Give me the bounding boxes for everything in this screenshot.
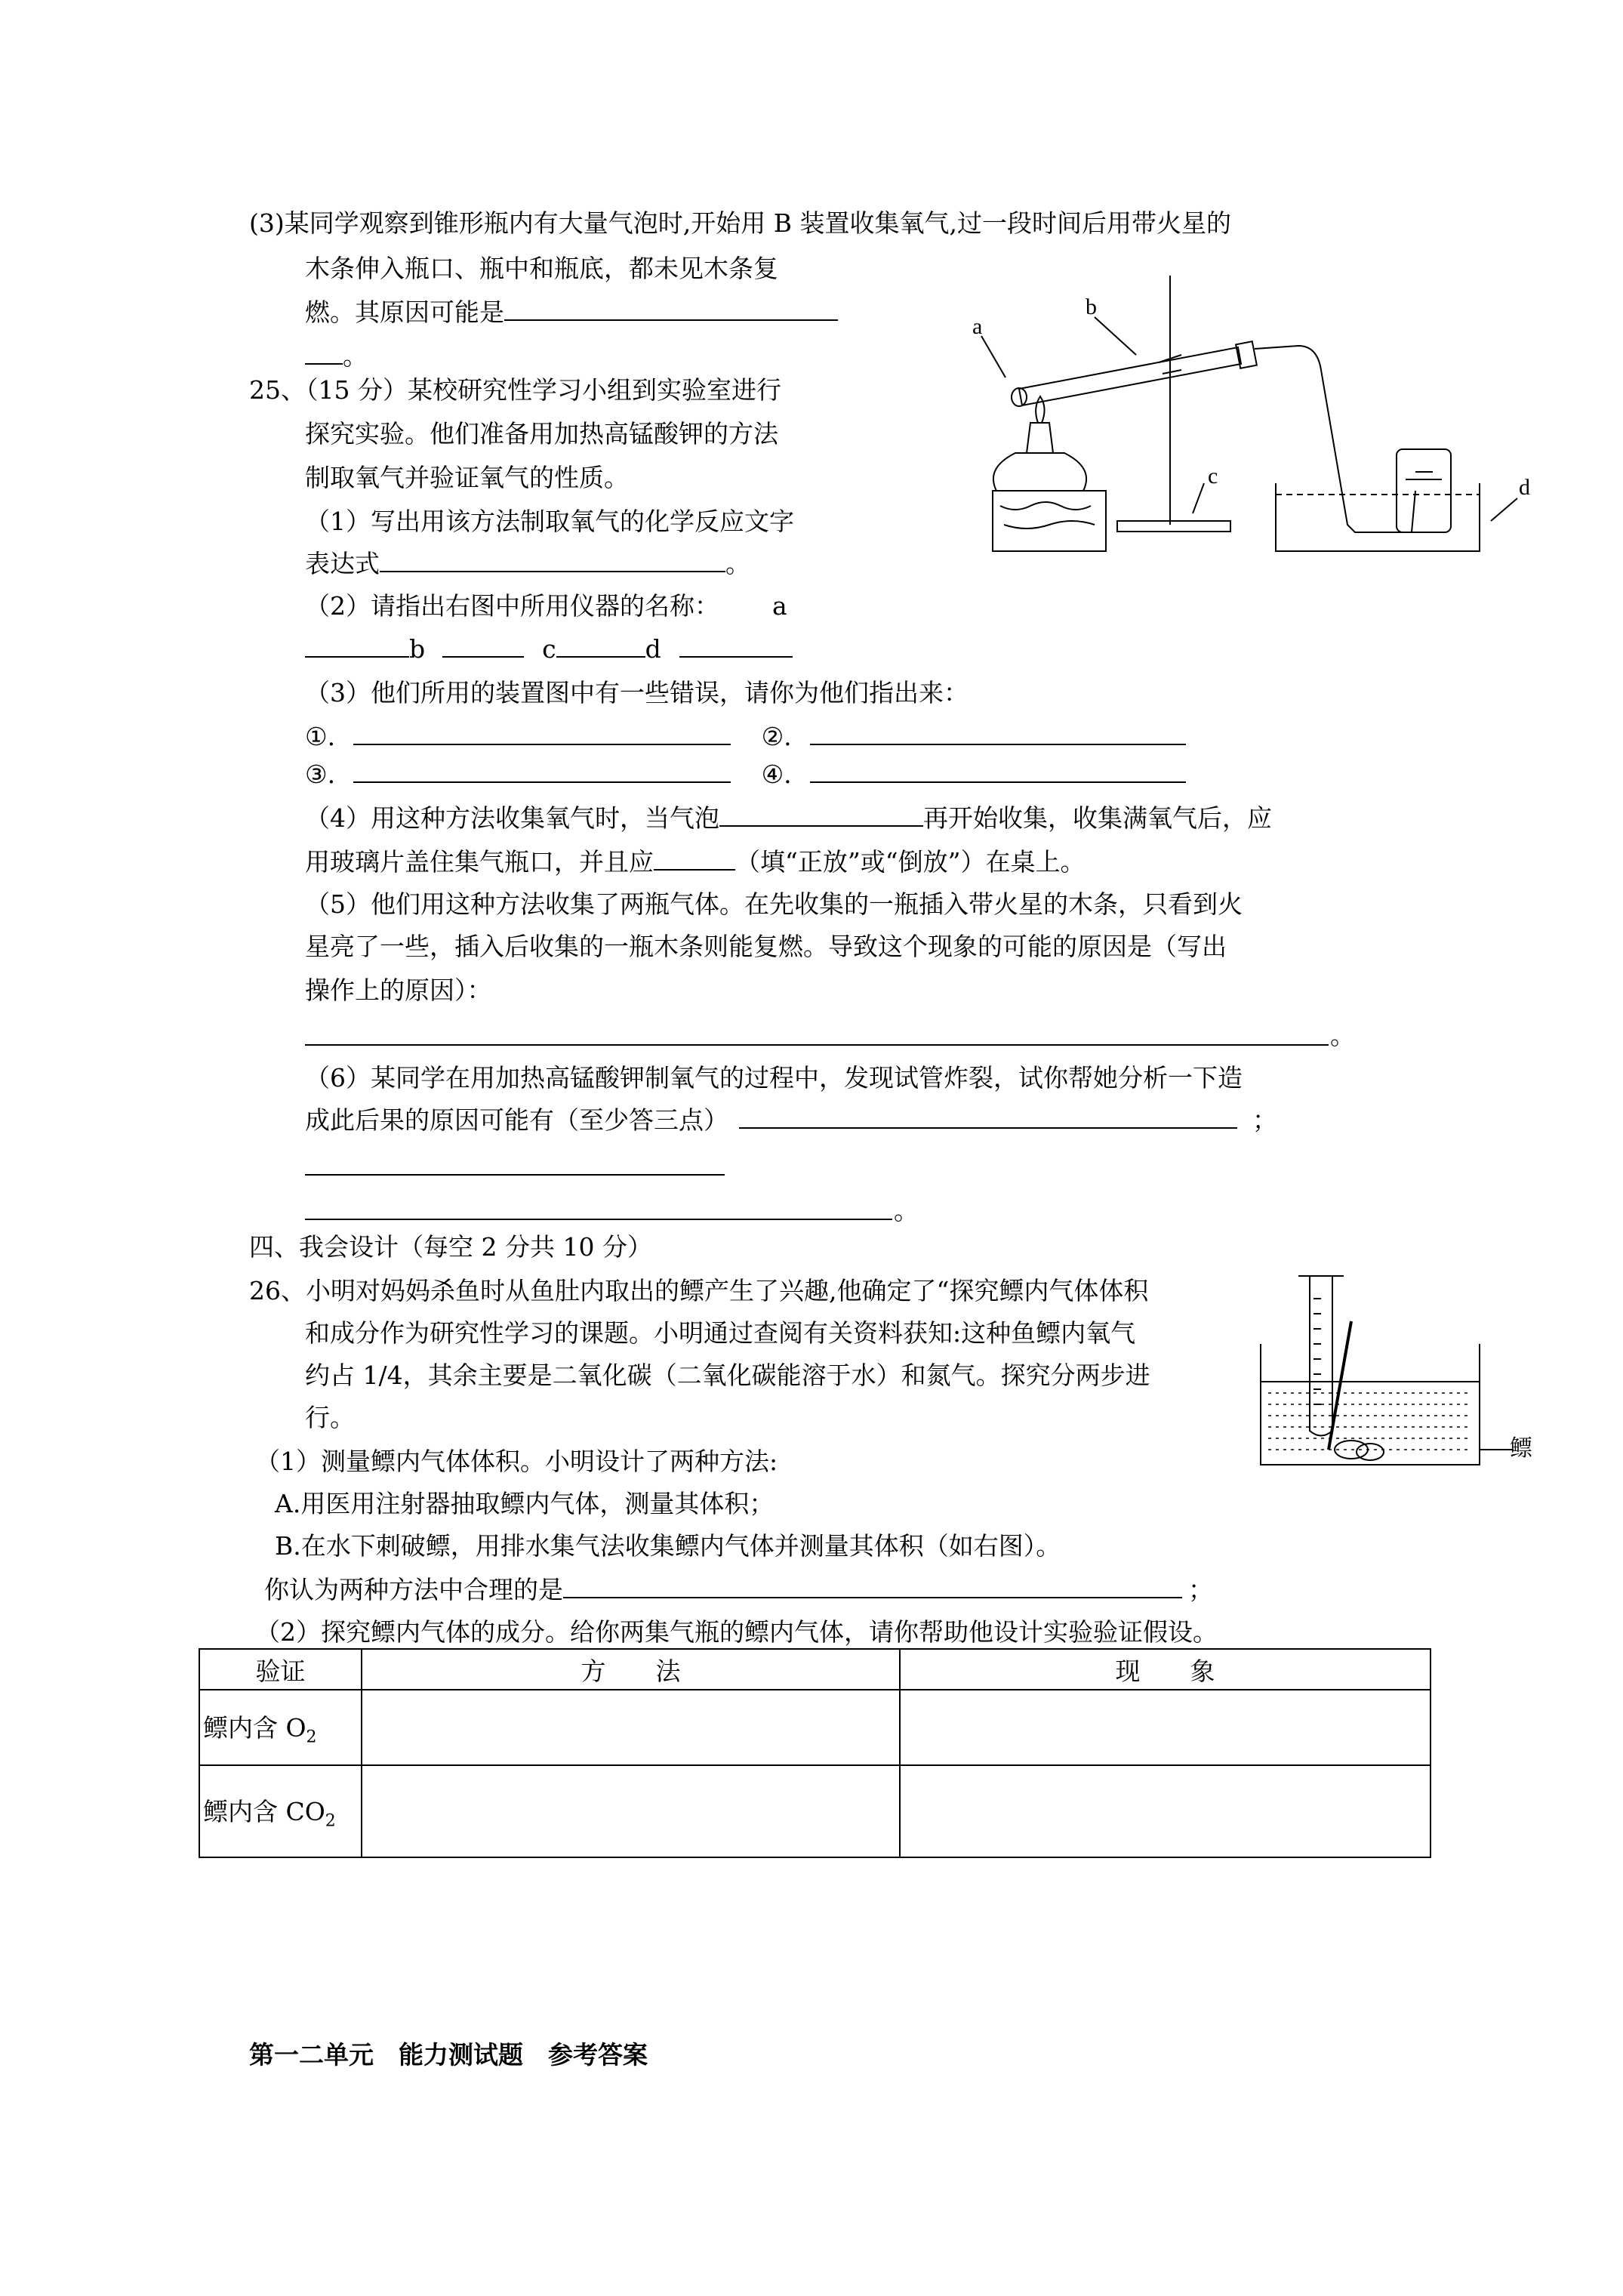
oxygen-apparatus-figure xyxy=(944,264,1532,566)
answer-blank-c[interactable] xyxy=(556,633,645,658)
q25-part2-line1 xyxy=(305,590,787,623)
q25-part1-line2 xyxy=(305,547,750,581)
answer-blank[interactable] xyxy=(563,1574,1182,1598)
table-header-row xyxy=(199,1649,1431,1690)
period: 。 xyxy=(343,341,368,371)
q25-part2-text: （2）请指出右图中所用仪器的名称： xyxy=(305,591,719,621)
answer-blank[interactable] xyxy=(719,803,923,827)
q25-error-row1 xyxy=(305,720,1186,754)
answer-blank[interactable] xyxy=(353,721,731,745)
instrument-label-c: c xyxy=(542,634,556,664)
q25-part5-line2: 星亮了一些，插入后收集的一瓶木条则能复燃。导致这个现象的可能的原因是（写出 xyxy=(305,932,1227,961)
q26-line1: 26、小明对妈妈杀鱼时从鱼肚内取出的鳔产生了兴趣,他确定了“探究鳔内气体体积 xyxy=(249,1276,1149,1305)
answer-blank-b[interactable] xyxy=(442,633,524,658)
answer-blank-d[interactable] xyxy=(679,633,793,658)
answer-blank[interactable] xyxy=(305,341,343,365)
q25-part4-line2 xyxy=(305,846,1085,879)
q26-line3: 约占 1/4，其余主要是二氧化碳（二氧化碳能溶于水）和氮气。探究分两步进 xyxy=(305,1361,1150,1390)
answer-line[interactable] xyxy=(305,1044,1329,1046)
verification-table xyxy=(199,1648,1431,1858)
wooden-block xyxy=(993,491,1106,551)
q25-part5-line3: 操作上的原因）： xyxy=(305,975,492,1005)
table-header: 现 象 xyxy=(900,1649,1431,1690)
phenomenon-cell[interactable] xyxy=(900,1690,1431,1765)
error-marker-3: ③. xyxy=(305,760,336,789)
q25-intro-line1: 25、（15 分）某校研究性学习小组到实验室进行 xyxy=(249,375,781,405)
semicolon: ； xyxy=(1188,1575,1213,1604)
answer-line[interactable] xyxy=(305,1174,725,1176)
figure-label-d: d xyxy=(1519,475,1530,500)
alcohol-lamp xyxy=(993,453,1086,491)
period: 。 xyxy=(894,1196,919,1225)
q25-part4-line1 xyxy=(305,802,1272,835)
answer-blank-a[interactable] xyxy=(305,633,409,658)
q26-line4: 行。 xyxy=(305,1403,355,1432)
answer-blank[interactable] xyxy=(810,721,1186,745)
q25-part4-pre: （4）用这种方法收集氧气时，当气泡 xyxy=(305,803,719,833)
q25-intro-line2: 探究实验。他们准备用加热高锰酸钾的方法 xyxy=(305,419,778,448)
q25-part2-line2 xyxy=(305,633,793,666)
q24-part3-line4 xyxy=(305,340,368,373)
answer-blank[interactable] xyxy=(739,1105,1237,1129)
q25-part1-label: 表达式 xyxy=(305,549,380,578)
q24-part3-text: 燃。其原因可能是 xyxy=(305,297,504,327)
q26-line2: 和成分作为研究性学习的课题。小明通过查阅有关资料获知:这种鱼鳔内氧气 xyxy=(305,1318,1136,1348)
answers-title: 第一二单元 能力测试题 参考答案 xyxy=(249,2040,648,2069)
section-4-title: 四、我会设计（每空 2 分共 10 分） xyxy=(249,1232,652,1262)
period: 。 xyxy=(1330,1021,1355,1050)
row-label-o2: 鳔内含 $O_2$ xyxy=(199,1690,362,1765)
q25-part6-line1: （6）某同学在用加热高锰酸钾制氧气的过程中，发现试管炸裂，试你帮她分析一下造 xyxy=(305,1063,1243,1093)
q25-part3-text: （3）他们所用的装置图中有一些错误，请你为他们指出来： xyxy=(305,678,969,707)
instrument-label-a: a xyxy=(772,591,787,621)
bladder-gas-figure xyxy=(1253,1268,1540,1480)
graduated-cylinder xyxy=(1298,1276,1344,1436)
error-marker-2: ②. xyxy=(761,722,792,751)
q26-part2: （2）探究鳔内气体的成分。给你两集气瓶的鳔内气体，请你帮助他设计实验验证假设。 xyxy=(255,1617,1218,1647)
period: 。 xyxy=(725,549,750,578)
error-marker-4: ④. xyxy=(761,760,792,789)
q25-part4-post: 再开始收集，收集满氧气后，应 xyxy=(923,803,1272,833)
table-header: 验证 xyxy=(199,1649,362,1690)
q24-part3-line2: 木条伸入瓶口、瓶中和瓶底，都未见木条复 xyxy=(305,254,778,283)
instrument-label-b: b xyxy=(409,634,426,664)
answer-blank[interactable] xyxy=(504,297,838,321)
answer-blank[interactable] xyxy=(654,846,735,871)
answer-blank[interactable] xyxy=(353,759,731,783)
table-row xyxy=(199,1765,1431,1857)
phenomenon-cell[interactable] xyxy=(900,1765,1431,1857)
q26-question xyxy=(264,1573,1213,1607)
wood-grain xyxy=(1000,502,1095,529)
figure-label-bladder: 鳔 xyxy=(1510,1436,1532,1461)
q25-part6-line2 xyxy=(305,1104,1277,1137)
q26-option-a: A.用医用注射器抽取鳔内气体，测量其体积； xyxy=(275,1489,775,1518)
q26-part1: （1）测量鳔内气体体积。小明设计了两种方法: xyxy=(255,1447,778,1476)
q25-part1-line1: （1）写出用该方法制取氧气的化学反应文字 xyxy=(305,507,794,536)
flame-icon xyxy=(1036,396,1044,423)
answer-blank[interactable] xyxy=(810,759,1186,783)
error-marker-1: ①. xyxy=(305,722,336,751)
answer-blank[interactable] xyxy=(380,548,725,572)
q25-intro-line3: 制取氧气并验证氧气的性质。 xyxy=(305,463,629,492)
table-row xyxy=(199,1690,1431,1765)
q25-error-row2 xyxy=(305,758,1186,791)
q26-question-text: 你认为两种方法中合理的是 xyxy=(264,1575,563,1604)
row-label-co2: 鳔内含 $CO_2$ xyxy=(199,1765,362,1857)
figure-label-b: b xyxy=(1086,294,1097,319)
method-cell[interactable] xyxy=(362,1690,900,1765)
figure-label-c: c xyxy=(1208,464,1218,488)
stand-base xyxy=(1117,521,1230,532)
q24-part3-line3 xyxy=(305,296,838,329)
test-tube xyxy=(1019,347,1241,405)
q25-part4-pre2: 用玻璃片盖住集气瓶口，并且应 xyxy=(305,847,654,877)
gas-jar xyxy=(1397,449,1451,532)
table-header: 方 法 xyxy=(362,1649,900,1690)
water-trough xyxy=(1276,483,1480,551)
instrument-label-d: d xyxy=(645,634,661,664)
q25-part6-text: 成此后果的原因可能有（至少答三点） xyxy=(305,1105,728,1135)
figure-label-a: a xyxy=(972,314,983,339)
q24-part3-line1: (3)某同学观察到锥形瓶内有大量气泡时,开始用 B 装置收集氧气,过一段时间后用带火星的 xyxy=(249,208,1231,238)
answer-line[interactable] xyxy=(305,1219,892,1220)
semicolon: ； xyxy=(1252,1105,1277,1135)
q25-part5-line1: （5）他们用这种方法收集了两瓶气体。在先收集的一瓶插入带火星的木条，只看到火 xyxy=(305,889,1243,919)
q25-part4-post2: （填“正放”或“倒放”）在桌上。 xyxy=(735,847,1086,877)
method-cell[interactable] xyxy=(362,1765,900,1857)
delivery-tube xyxy=(1255,346,1415,532)
q26-option-b: B.在水下刺破鳔，用排水集气法收集鳔内气体并测量其体积（如右图）。 xyxy=(275,1531,1061,1561)
